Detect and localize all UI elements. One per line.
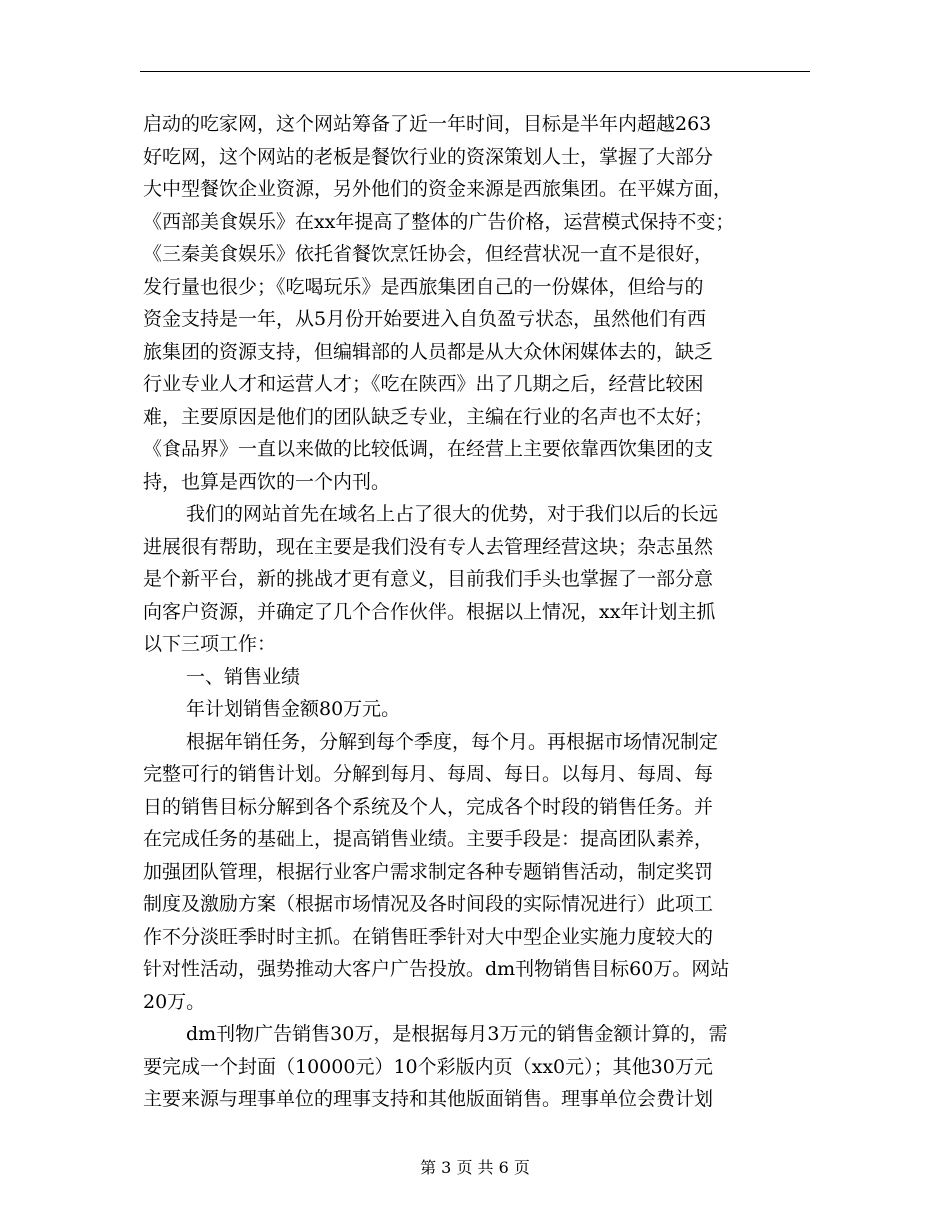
text-line: 大中型餐饮企业资源，另外他们的资金来源是西旅集团。在平媒方面， <box>143 178 733 200</box>
text-line: 要完成一个封面（10000元）10个彩版内页（xx0元）；其他30万元 <box>143 1055 713 1078</box>
text-line: 年计划销售金额80万元。 <box>186 698 401 720</box>
section-heading: 一、销售业绩 <box>186 665 301 688</box>
text-line: 《三秦美食娱乐》依托省餐饮烹饪协会，但经营状况一直不是很好， <box>143 243 714 265</box>
text-line: 难，主要原因是他们的团队缺乏专业，主编在行业的名声也不太好； <box>143 405 714 428</box>
text-line: 针对性活动，强势推动大客户广告投放。dm刊物销售目标60万。网站 <box>143 958 730 980</box>
text-line: 《西部美食娱乐》在xx年提高了整体的广告价格，运营模式保持不变； <box>143 210 735 233</box>
document-body <box>143 108 843 1116</box>
text-line: 发行量也很少；《吃喝玩乐》是西旅集团自己的一份媒体，但给与的 <box>143 275 704 298</box>
text-line: 以下三项工作： <box>143 633 277 655</box>
text-line: 制度及激励方案（根据市场情况及各时间段的实际情况进行）此项工 <box>143 893 714 915</box>
text-line: 主要来源与理事单位的理事支持和其他版面销售。理事单位会费计划 <box>143 1088 714 1110</box>
text-line: 我们的网站首先在域名上占了很大的优势，对于我们以后的长远 <box>186 503 719 525</box>
text-line: 持，也算是西饮的一个内刊。 <box>143 470 391 493</box>
text-line: 加强团队管理，根据行业客户需求制定各种专题销售活动，制定奖罚 <box>143 860 714 883</box>
text-line: 资金支持是一年，从5月份开始要进入自负盈亏状态，虽然他们有西 <box>143 308 707 330</box>
text-line: 旅集团的资源支持，但编辑部的人员都是从大众休闲媒体去的，缺乏 <box>143 340 714 363</box>
text-line: 20万。 <box>143 990 206 1013</box>
page-number: 第 3 页 共 6 页 <box>420 1158 530 1177</box>
text-line: 日的销售目标分解到各个系统及个人，完成各个时段的销售任务。并 <box>143 795 714 818</box>
text-line: 向客户资源，并确定了几个合作伙伴。根据以上情况，xx年计划主抓 <box>143 600 716 623</box>
text-line: 好吃网，这个网站的老板是餐饮行业的资深策划人士，掌握了大部分 <box>143 145 714 168</box>
header-rule <box>140 71 810 72</box>
text-line: 启动的吃家网，这个网站筹备了近一年时间，目标是半年内超越263 <box>143 113 712 135</box>
text-line: 进展很有帮助，现在主要是我们没有专人去管理经营这块；杂志虽然 <box>143 535 714 558</box>
text-line: 根据年销任务，分解到每个季度，每个月。再根据市场情况制定 <box>186 730 719 753</box>
text-line: 行业专业人才和运营人才；《吃在陕西》出了几期之后，经营比较困 <box>143 373 704 395</box>
text-line: 是个新平台，新的挑战才更有意义，目前我们手头也掌握了一部分意 <box>143 568 714 590</box>
text-line: 作不分淡旺季时时主抓。在销售旺季针对大中型企业实施力度较大的 <box>143 925 714 948</box>
text-line: 《食品界》一直以来做的比较低调，在经营上主要依靠西饮集团的支 <box>143 438 714 460</box>
text-line: 在完成任务的基础上，提高销售业绩。主要手段是：提高团队素养， <box>143 828 714 850</box>
text-line: 完整可行的销售计划。分解到每月、每周、每日。以每月、每周、每 <box>143 763 714 785</box>
text-line: dm刊物广告销售30万，是根据每月3万元的销售金额计算的，需 <box>186 1023 728 1045</box>
